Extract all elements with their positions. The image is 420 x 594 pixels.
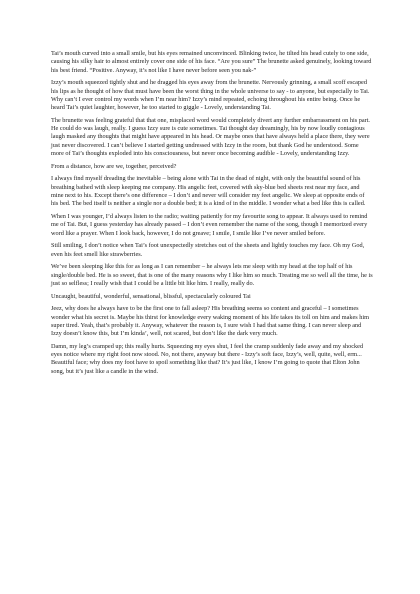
paragraph-8: We’ve been sleeping like this for as long as I can remember – he always lets me sleep with my head at the top half of his single/double bed. He is so sweet, that is one of the many reasons why I like him so much. Treating me so well all the time, he is just so selfless; I really wish that I could be a little bit like him. I really, really do. bbox=[51, 263, 373, 287]
document-body bbox=[51, 50, 373, 380]
paragraph-7: Still smiling, I don’t notice when Tai’s foot unexpectedly stretches out of the sheets and lightly touches my face. Oh my God, even his feet smell like strawberries. bbox=[51, 242, 365, 258]
paragraph-3: The brunette was feeling grateful that that one, misplaced word would completely divert any further embarrassment on his part. He could do was laugh, really. I guess Izzy sure is cute sometimes. Tai thought day dreamingly, his by now loudly contagious laugh masked any thoughts that might have appeared in his head. Or maybe ones that have always held a place there, they were just never discovered. I can’t believe I started getting undressed with Izzy in the room, but thank God he understood. Some more of Tai’s thoughts exploded into his consciousness, but never once becoming audible - Lovely, understanding Izzy. bbox=[51, 116, 370, 158]
paragraph-2: Izzy’s mouth squeezed tightly shut and he dragged his eyes away from the brunette. Nervously grinning, a small scoff escaped his lips as he thought of how that must have been the worst thing in the whole universe to say - to anyone, but especially to Tai. Why can’t I ever control my words when I’m near him? Izzy’s mind repeated, echoing throughout his entire being. Once he heard Tai’s quiet laughter, however, he too started to giggle - Lovely, understanding Tai. bbox=[51, 79, 370, 112]
paragraph-11: Damn, my leg’s cramped up; this really hurts. Squeezing my eyes shut, I feel the cramp suddenly fade away and my shocked eyes notice where my right foot now stood. No, not there, anyway but there - Izzy’s soft face, Izzy’s, well, quite, well, erm... Beautiful face; why does my foot have to spoil something like that? It’s just like, I know I’m going to quote that Elton John song, but it’s just like a candle in the wind. bbox=[51, 342, 364, 375]
paragraph-10: Jeez, why does he always have to be the first one to fall asleep? His breathing seems so content and graceful – I sometimes wonder what his secret is. Maybe his thirst for knowledge every waking moment of his life takes its toll on him and makes him super tired. Yeah, that’s probably it. Anyway, whatever the reason is, I sure wish I had that same thing. I can never sleep and Izzy doesn’t know this, but I’m kinda’, well, not scared, but don’t like the dark very much. bbox=[51, 305, 369, 338]
paragraph-6: When I was younger, I’d always listen to the radio; waiting patiently for my favourite song to appear. It always used to remind me of Tai. But, I guess yesterday has already passed – I don’t even remember the name of the song, though I memorized every word like a prayer. When I look back, however, I do not greave; I smile, I smile like I’ve never smiled before. bbox=[51, 213, 368, 237]
paragraph-9: Uncaught, beautiful, wonderful, sensational, blissful, spectacularly coloured Tai bbox=[51, 292, 251, 300]
paragraph-4: From a distance, how are we, together, perceived? bbox=[51, 162, 177, 170]
paragraph-1: Tai’s mouth curved into a small smile, but his eyes remained unconvinced. Blinking twice, he tilted his head cutely to one side, causing his silky hair to almost entirely cover one side of his face. “Are you sure” The brunette asked genuinely, looking toward his best friend. “Positive. Anyway, it’s not like I have never before seen you nak-” bbox=[51, 50, 372, 74]
paragraph-5: I always find myself dreading the inevitable – being alone with Tai in the dead of night, with only the beautiful sound of his breathing bathed with sleep keeping me company. His angelic feet, covered with sky-blue bed sheets rest near my face, and mine next to his. Except there’s one difference – I don’t and never will consider my feet angelic. We sleep at opposite ends of his bed. The bed itself is neither a single nor a double bed; it is a kind of in the middle. I wonder what a bed like this is called. bbox=[51, 175, 366, 208]
